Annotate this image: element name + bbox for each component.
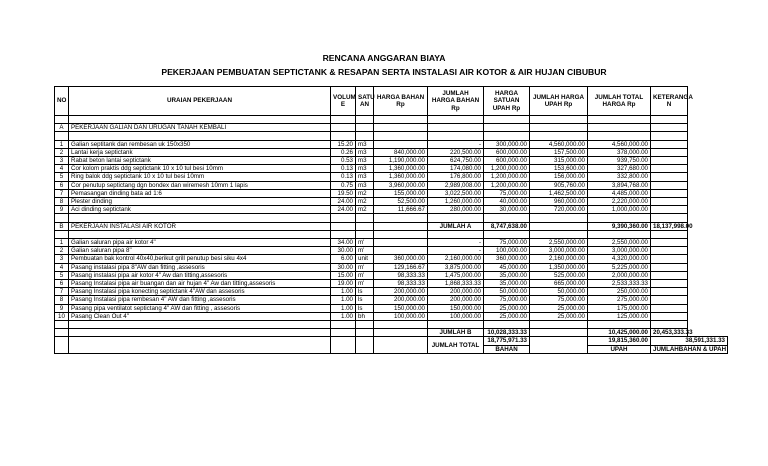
table-row [55, 173, 728, 181]
cell-sat: m' [356, 263, 374, 271]
cell-vol: 0.13 [331, 173, 356, 181]
cell-sat: ls [356, 304, 374, 312]
cell-jhb: 1,260,000.00 [428, 198, 484, 206]
cell-jt: 2,220,000.00 [588, 198, 651, 206]
cell-jt: 2,533,333.33 [588, 280, 651, 288]
cell-sat: ls [356, 288, 374, 296]
grand-total-label: JUMLAH TOTAL [428, 337, 484, 353]
cell-vol: 1.00 [331, 304, 356, 312]
table-row [55, 247, 728, 255]
cell-ju: 1,350,000.00 [530, 263, 588, 271]
cell-desc: Cor penutup septictang dgn bondex dan wiremesh 10mm 1 lapis [69, 181, 331, 189]
cell-jhb: 280,000.00 [428, 206, 484, 214]
cell-keterangan [651, 263, 688, 271]
cell-hb: 200,000.00 [374, 288, 428, 296]
cell-keterangan [651, 140, 688, 148]
rab-table [54, 86, 728, 354]
cell-desc: Aci dinding septictank [69, 206, 331, 214]
table-row [55, 271, 728, 279]
table-row [55, 148, 728, 156]
cell-jt: 175,000.00 [588, 304, 651, 312]
cell-hu: 1,200,000.00 [484, 181, 530, 189]
col-keterangan: KETERANGA N [651, 87, 688, 116]
cell-vol: 15.00 [331, 271, 356, 279]
cell-jhb: - [428, 140, 484, 148]
cell-jhb: 174,080.00 [428, 165, 484, 173]
cell-ju: 665,000.00 [530, 280, 588, 288]
col-volume: VOLUM E [331, 87, 356, 116]
cell-sat: bh [356, 312, 374, 320]
cell-hu: 1,200,000.00 [484, 173, 530, 181]
cell-vol: 34.00 [331, 238, 356, 246]
cell-hb [374, 238, 428, 246]
cell-desc: Plester dinding [69, 198, 331, 206]
cell-hu: 360,000.00 [484, 255, 530, 263]
section-title: PEKERJAAN INSTALASI AIR KOTOR [69, 222, 331, 230]
cell-hb [374, 247, 428, 255]
spacer-row [55, 132, 728, 140]
cell-vol: 1.00 [331, 288, 356, 296]
grand-total-caption-row [55, 345, 728, 353]
cell-vol: 15.20 [331, 140, 356, 148]
cell-hb: 200,000.00 [374, 296, 428, 304]
cell-jt: 3,894,768.00 [588, 181, 651, 189]
cell-no: 10 [55, 312, 69, 320]
cell-jt: 2,000,000.00 [588, 271, 651, 279]
col-uraian: URAIAN PEKERJAAN [69, 87, 331, 116]
cell-no: 2 [55, 148, 69, 156]
table-row [55, 206, 728, 214]
cell-hb: 100,000.00 [374, 312, 428, 320]
cell-keterangan [651, 238, 688, 246]
cell-sat: m3 [356, 140, 374, 148]
cell-hb: 155,000.00 [374, 189, 428, 197]
table-row [55, 189, 728, 197]
cell-hu: 40,000.00 [484, 198, 530, 206]
cell-hu: 25,000.00 [484, 312, 530, 320]
cell-jt: 327,680.00 [588, 165, 651, 173]
cell-no: 8 [55, 198, 69, 206]
cell-jhb: 2,160,000.00 [428, 255, 484, 263]
caption-total: JUMLAHBAHAN & UPAH [651, 345, 728, 353]
cell-hb: 98,333.33 [374, 280, 428, 288]
cell-no: 4 [55, 165, 69, 173]
cell-sat: m2 [356, 206, 374, 214]
cell-desc: Lantai kerja septictank [69, 148, 331, 156]
cell-hu: 100,000.00 [484, 247, 530, 255]
cell-no: 5 [55, 173, 69, 181]
cell-hu: 25,000.00 [484, 304, 530, 312]
cell-ju: 3,000,000.00 [530, 247, 588, 255]
cell-vol: 30.00 [331, 247, 356, 255]
cell-vol: 24.00 [331, 206, 356, 214]
cell-keterangan [651, 304, 688, 312]
table-row [55, 156, 728, 164]
cell-keterangan [651, 296, 688, 304]
spacer-row [55, 116, 728, 124]
cell-hu: 300,000.00 [484, 140, 530, 148]
caption-bahan: BAHAN [484, 345, 530, 353]
cell-desc: Galian saluran pipa air kotor 4" [69, 238, 331, 246]
table-row [55, 304, 728, 312]
cell-sat: m2 [356, 189, 374, 197]
cell-hu: 45,000.00 [484, 263, 530, 271]
cell-keterangan [651, 165, 688, 173]
cell-keterangan [651, 206, 688, 214]
cell-jhb: 1,868,333.33 [428, 280, 484, 288]
subtotal-b-total: 20,453,333.33 [651, 329, 688, 337]
cell-sat: unit [356, 255, 374, 263]
cell-vol: 0.13 [331, 165, 356, 173]
col-jumlah-total: JUMLAH TOTAL HARGA Rp [588, 87, 651, 116]
cell-jhb: - [428, 247, 484, 255]
table-row [55, 140, 728, 148]
cell-keterangan [651, 312, 688, 320]
cell-hu: 50,000.00 [484, 288, 530, 296]
cell-ju: 1,462,500.00 [530, 189, 588, 197]
col-satuan: SATU AN [356, 87, 374, 116]
cell-jt: 275,000.00 [588, 296, 651, 304]
subtotal-b-bahan: 10,028,333.33 [484, 329, 530, 337]
cell-jt: 2,550,000.00 [588, 238, 651, 246]
cell-sat: m' [356, 271, 374, 279]
section-code: B [55, 222, 69, 230]
cell-ju: 2,160,000.00 [530, 255, 588, 263]
cell-hb: 129,166.67 [374, 263, 428, 271]
cell-hu: 35,000.00 [484, 280, 530, 288]
cell-no: 3 [55, 156, 69, 164]
cell-keterangan [651, 198, 688, 206]
section-b-rows [55, 238, 728, 320]
cell-no: 7 [55, 189, 69, 197]
cell-hb: 840,000.00 [374, 148, 428, 156]
cell-ju: 156,000.00 [530, 173, 588, 181]
document-title: RENCANA ANGGARAN BIAYA [322, 53, 446, 63]
cell-no: 6 [55, 280, 69, 288]
spacer-row [55, 230, 728, 238]
cell-jhb: 150,000.00 [428, 304, 484, 312]
cell-desc: Pasang pipa ventilatot septictang 4" AW dan fitting , assesoris [69, 304, 331, 312]
cell-sat: m' [356, 238, 374, 246]
cell-ju: 25,000.00 [530, 304, 588, 312]
cell-jt: 5,225,000.00 [588, 263, 651, 271]
cell-keterangan [651, 247, 688, 255]
cell-ju: 905,760.00 [530, 181, 588, 189]
subtotal-b-label: JUMLAH B [428, 329, 484, 337]
cell-no: 5 [55, 271, 69, 279]
cell-keterangan [651, 255, 688, 263]
grand-total-upah: 19,815,360.00 [588, 337, 651, 345]
col-jumlah-upah: JUMLAH HARGA UPAH Rp [530, 87, 588, 116]
cell-jt: 939,750.00 [588, 156, 651, 164]
cell-vol: 0.53 [331, 156, 356, 164]
cell-no: 8 [55, 296, 69, 304]
cell-no: 9 [55, 206, 69, 214]
cell-hb: 1,360,000.00 [374, 165, 428, 173]
cell-desc: Galian septitank dan rembesan uk 150x350 [69, 140, 331, 148]
section-b-header [55, 222, 728, 230]
cell-vol: 0.26 [331, 148, 356, 156]
cell-no: 9 [55, 304, 69, 312]
cell-ju: 720,000.00 [530, 206, 588, 214]
cell-jt: 4,485,000.00 [588, 189, 651, 197]
subtotal-b-row [55, 329, 728, 337]
cell-ju: 960,000.00 [530, 198, 588, 206]
cell-jt: 1,000,000.00 [588, 206, 651, 214]
cell-vol: 0.75 [331, 181, 356, 189]
subtotal-a-upah: 9,390,360.00 [588, 222, 651, 230]
subtotal-a-bahan: 8,747,638.00 [484, 222, 530, 230]
cell-hu: 30,000.00 [484, 206, 530, 214]
cell-hu: 600,000.00 [484, 148, 530, 156]
table-row [55, 288, 728, 296]
cell-jhb: 176,800.00 [428, 173, 484, 181]
cell-desc: Pembuatan bak kontrol 40x40,berikut grill penutup besi siku 4x4 [69, 255, 331, 263]
cell-hb: 360,000.00 [374, 255, 428, 263]
section-code: A [55, 124, 69, 132]
cell-jhb: - [428, 238, 484, 246]
cell-sat: m3 [356, 165, 374, 173]
cell-sat: m3 [356, 173, 374, 181]
cell-no: 3 [55, 255, 69, 263]
cell-ju: 25,000.00 [530, 312, 588, 320]
table-row [55, 238, 728, 246]
caption-upah: UPAH [588, 345, 651, 353]
cell-hb: 52,500.00 [374, 198, 428, 206]
table-row [55, 255, 728, 263]
cell-keterangan [651, 288, 688, 296]
grand-total-row [55, 337, 728, 345]
cell-hu: 75,000.00 [484, 238, 530, 246]
cell-hu: 75,000.00 [484, 296, 530, 304]
spacer-row [55, 321, 728, 329]
cell-sat: m' [356, 247, 374, 255]
col-no: NO [55, 87, 69, 116]
cell-jhb: 2,989,008.00 [428, 181, 484, 189]
cell-ju: 525,000.00 [530, 271, 588, 279]
cell-desc: Pasang Instalasi pipa konecting septictank 4"AW dan assesoris [69, 288, 331, 296]
cell-desc: Pasang instalasi pipa air kotor 4" Aw dan titting,assesoris [69, 271, 331, 279]
cell-vol: 1.00 [331, 312, 356, 320]
cell-ju: 153,600.00 [530, 165, 588, 173]
cell-hu: 600,000.00 [484, 156, 530, 164]
table-row [55, 280, 728, 288]
cell-no: 1 [55, 238, 69, 246]
cell-jt: 332,800.00 [588, 173, 651, 181]
subtotal-a-total: 18,137,998.00 [651, 222, 688, 230]
cell-jhb: 100,000.00 [428, 312, 484, 320]
cell-sat: m2 [356, 198, 374, 206]
cell-sat: m3 [356, 148, 374, 156]
table-row [55, 198, 728, 206]
cell-no: 1 [55, 140, 69, 148]
cell-desc: Pasang instalasi pipa 8"AW dan fitting ,assesoris [69, 263, 331, 271]
cell-sat: m' [356, 280, 374, 288]
cell-hb: 1,360,000.00 [374, 173, 428, 181]
cell-jt: 4,320,000.00 [588, 255, 651, 263]
grand-total-value: 38,591,331.33 [651, 337, 728, 345]
cell-hb: 98,333.33 [374, 271, 428, 279]
table-row [55, 296, 728, 304]
cell-keterangan [651, 156, 688, 164]
cell-keterangan [651, 173, 688, 181]
cell-desc: Pasang Instalasi pipa rembesan 4" AW dan fitting ,assesoris [69, 296, 331, 304]
cell-desc: Ring balok ddg septictank 10 x 10 tul besi 10mm [69, 173, 331, 181]
cell-keterangan [651, 148, 688, 156]
cell-hb: 1,190,000.00 [374, 156, 428, 164]
cell-keterangan [651, 271, 688, 279]
cell-hb [374, 140, 428, 148]
cell-desc: Cor kolom praktis ddg septictank 10 x 10 tul besi 10mm [69, 165, 331, 173]
cell-no: 2 [55, 247, 69, 255]
table-row [55, 165, 728, 173]
cell-no: 7 [55, 288, 69, 296]
cell-jhb: 220,500.00 [428, 148, 484, 156]
cell-vol: 19.00 [331, 280, 356, 288]
cell-jhb: 1,475,000.00 [428, 271, 484, 279]
cell-vol: 6.00 [331, 255, 356, 263]
cell-sat: ls [356, 296, 374, 304]
cell-jhb: 624,750.00 [428, 156, 484, 164]
cell-jt: 125,000.00 [588, 312, 651, 320]
cell-sat: m3 [356, 181, 374, 189]
cell-vol: 30.00 [331, 263, 356, 271]
cell-sat: m3 [356, 156, 374, 164]
cell-jhb: 200,000.00 [428, 288, 484, 296]
cell-keterangan [651, 181, 688, 189]
cell-hb: 3,960,000.00 [374, 181, 428, 189]
table-row [55, 181, 728, 189]
col-harga-upah: HARGA SATUAN UPAH Rp [484, 87, 530, 116]
cell-desc: Pemasangan dinding bata ad 1:6 [69, 189, 331, 197]
cell-jhb: 3,022,500.00 [428, 189, 484, 197]
table-header-row [55, 87, 728, 116]
grand-total-bahan: 18,775,971.33 [484, 337, 530, 345]
col-jumlah-harga-bahan: JUMLAH HARGA BAHAN Rp [428, 87, 484, 116]
subtotal-a-label: JUMLAH A [428, 222, 484, 230]
spacer-row [55, 214, 728, 222]
cell-ju: 157,500.00 [530, 148, 588, 156]
table-row [55, 263, 728, 271]
cell-desc: Pasang Instalasi pipa air buangan dan air hujan 4" Aw dan titting,assesoris [69, 280, 331, 288]
cell-hu: 75,000.00 [484, 189, 530, 197]
cell-jt: 250,000.00 [588, 288, 651, 296]
document-subtitle: PEKERJAAN PEMBUATAN SEPTICTANK & RESAPAN SERTA INSTALASI AIR KOTOR & AIR HUJAN CIBUBUR [161, 67, 607, 77]
cell-jt: 4,560,000.00 [588, 140, 651, 148]
section-title: PEKERJAAN GALIAN DAN URUGAN TANAH KEMBALI [69, 124, 331, 132]
cell-vol: 1.00 [331, 296, 356, 304]
subtotal-b-upah: 10,425,000.00 [588, 329, 651, 337]
cell-jhb: 200,000.00 [428, 296, 484, 304]
cell-ju: 2,550,000.00 [530, 238, 588, 246]
cell-vol: 19.50 [331, 189, 356, 197]
cell-jhb: 3,875,000.00 [428, 263, 484, 271]
cell-ju: 315,000.00 [530, 156, 588, 164]
cell-keterangan [651, 189, 688, 197]
section-a-rows [55, 140, 728, 214]
cell-no: 4 [55, 263, 69, 271]
cell-desc: Pasang Clean Out 4" [69, 312, 331, 320]
cell-keterangan [651, 280, 688, 288]
section-a-header [55, 124, 728, 132]
cell-hu: 1,200,000.00 [484, 165, 530, 173]
cell-ju: 50,000.00 [530, 288, 588, 296]
cell-jt: 3,000,000.00 [588, 247, 651, 255]
cell-ju: 75,000.00 [530, 296, 588, 304]
cell-desc: Rabat beton lantai septictank [69, 156, 331, 164]
cell-vol: 24.00 [331, 198, 356, 206]
col-harga-bahan: HARGA BAHAN Rp [374, 87, 428, 116]
cell-jt: 378,000.00 [588, 148, 651, 156]
cell-ju: 4,560,000.00 [530, 140, 588, 148]
cell-hu: 35,000.00 [484, 271, 530, 279]
cell-no: 6 [55, 181, 69, 189]
cell-hb: 150,000.00 [374, 304, 428, 312]
table-row [55, 312, 728, 320]
cell-desc: Galian saluran pipa 8" [69, 247, 331, 255]
cell-hb: 11,666.67 [374, 206, 428, 214]
